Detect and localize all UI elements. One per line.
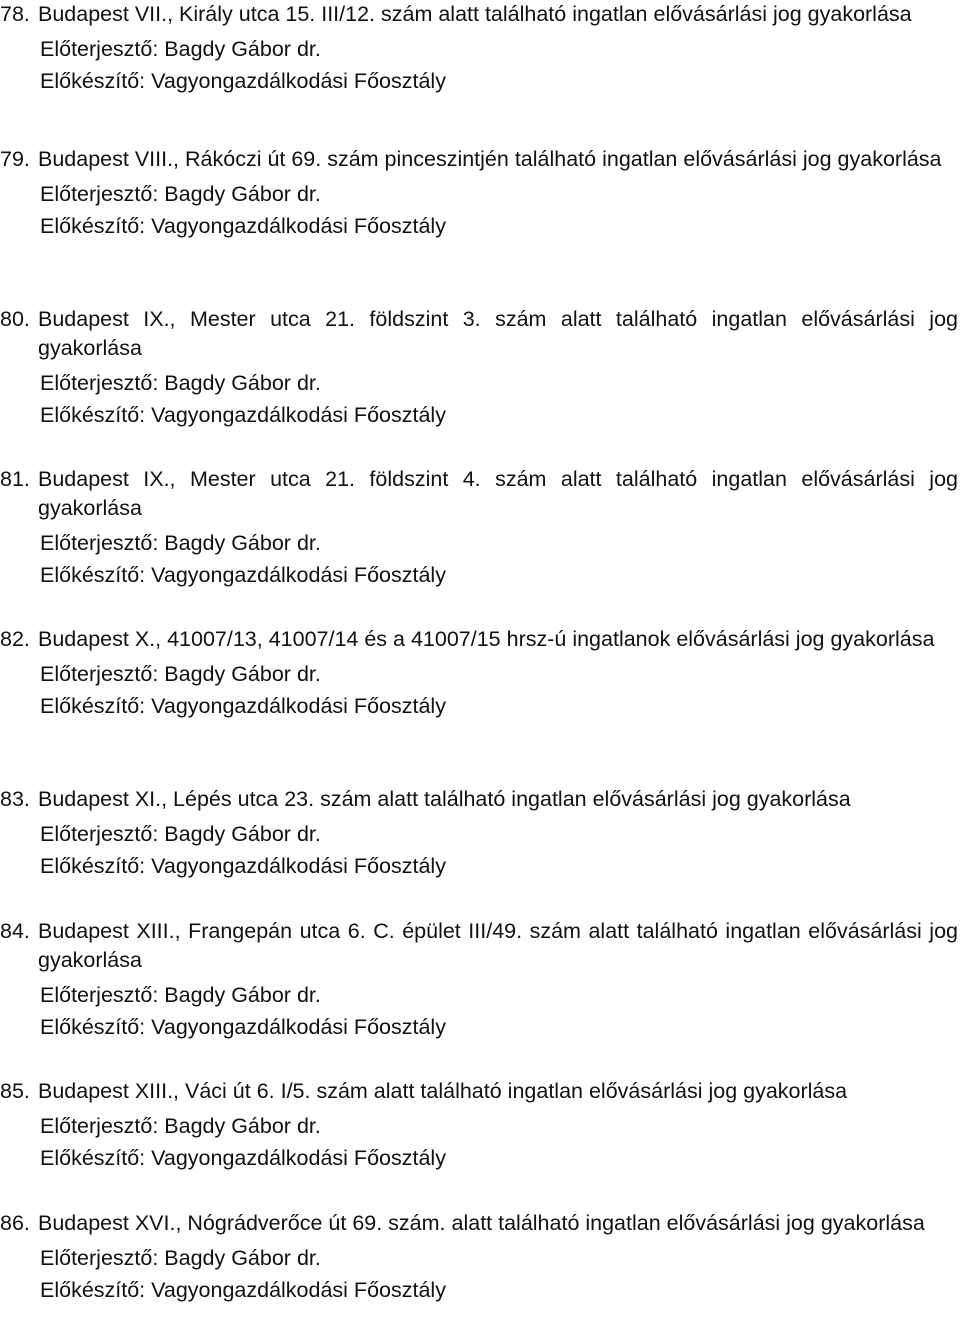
agenda-item-preparer: Előkészítő: Vagyongazdálkodási Főosztály	[40, 563, 446, 587]
agenda-item-presenter: Előterjesztő: Bagdy Gábor dr.	[40, 182, 321, 206]
agenda-item-presenter: Előterjesztő: Bagdy Gábor dr.	[40, 1114, 321, 1138]
agenda-item-title: Budapest X., 41007/13, 41007/14 és a 41007/15 hrsz-ú ingatlanok elővásárlási jog gyakorlása	[38, 627, 935, 651]
agenda-item-83	[0, 785, 960, 881]
agenda-item-presenter: Előterjesztő: Bagdy Gábor dr.	[40, 37, 321, 61]
agenda-item-preparer: Előkészítő: Vagyongazdálkodási Főosztály	[40, 694, 446, 718]
agenda-item-presenter: Előterjesztő: Bagdy Gábor dr.	[40, 822, 321, 846]
agenda-item-number: 84.	[0, 919, 30, 943]
agenda-item-title: Budapest VII., Király utca 15. III/12. szám alatt található ingatlan elővásárlási jog gyakorlása	[38, 2, 912, 26]
agenda-item-presenter: Előterjesztő: Bagdy Gábor dr.	[40, 531, 321, 555]
agenda-item-presenter: Előterjesztő: Bagdy Gábor dr.	[40, 371, 321, 395]
agenda-item-number: 85.	[0, 1079, 30, 1103]
agenda-item-title-row	[0, 465, 958, 523]
agenda-item-title: Budapest XIII., Frangepán utca 6. C. épület III/49. szám alatt található ingatlan elővásárlási jog gyakorlása	[38, 919, 958, 972]
agenda-item-number: 79.	[0, 147, 30, 171]
agenda-item-preparer: Előkészítő: Vagyongazdálkodási Főosztály	[40, 854, 446, 878]
agenda-item-preparer: Előkészítő: Vagyongazdálkodási Főosztály	[40, 1146, 446, 1170]
agenda-item-title: Budapest IX., Mester utca 21. földszint 4. szám alatt található ingatlan elővásárlási jog gyakorlása	[38, 467, 958, 520]
agenda-item-preparer: Előkészítő: Vagyongazdálkodási Főosztály	[40, 1015, 446, 1039]
agenda-item-82	[0, 625, 960, 721]
agenda-item-85	[0, 1077, 960, 1173]
agenda-item-preparer: Előkészítő: Vagyongazdálkodási Főosztály	[40, 214, 446, 238]
agenda-item-title-row	[0, 625, 958, 654]
agenda-item-title: Budapest XVI., Nógrádverőce út 69. szám. alatt található ingatlan elővásárlási jog gyakorlása	[38, 1211, 925, 1235]
agenda-item-number: 82.	[0, 627, 30, 651]
agenda-item-preparer: Előkészítő: Vagyongazdálkodási Főosztály	[40, 403, 446, 427]
agenda-item-number: 83.	[0, 787, 30, 811]
agenda-item-title-row	[0, 145, 958, 174]
agenda-item-number: 78.	[0, 2, 30, 26]
agenda-item-title-row	[0, 917, 958, 975]
agenda-item-80	[0, 305, 960, 430]
agenda-item-number: 81.	[0, 467, 30, 491]
agenda-item-title: Budapest IX., Mester utca 21. földszint 3. szám alatt található ingatlan elővásárlási jog gyakorlása	[38, 307, 958, 360]
agenda-item-title: Budapest VIII., Rákóczi út 69. szám pinceszintjén található ingatlan elővásárlási jog gyakorlása	[38, 147, 942, 171]
agenda-item-78	[0, 0, 960, 96]
agenda-item-number: 80.	[0, 307, 30, 331]
agenda-item-title: Budapest XIII., Váci út 6. I/5. szám alatt található ingatlan elővásárlási jog gyakorlása	[38, 1079, 848, 1103]
agenda-item-79	[0, 145, 960, 241]
agenda-item-presenter: Előterjesztő: Bagdy Gábor dr.	[40, 1246, 321, 1270]
agenda-item-86	[0, 1209, 960, 1305]
agenda-item-title-row	[0, 0, 958, 29]
agenda-item-title-row	[0, 1077, 958, 1106]
agenda-item-title-row	[0, 305, 958, 363]
agenda-item-number: 86.	[0, 1211, 30, 1235]
agenda-item-preparer: Előkészítő: Vagyongazdálkodási Főosztály	[40, 1278, 446, 1302]
agenda-item-presenter: Előterjesztő: Bagdy Gábor dr.	[40, 983, 321, 1007]
agenda-item-title-row	[0, 785, 958, 814]
agenda-item-title: Budapest XI., Lépés utca 23. szám alatt található ingatlan elővásárlási jog gyakorlása	[38, 787, 851, 811]
agenda-item-84	[0, 917, 960, 1042]
agenda-item-81	[0, 465, 960, 590]
agenda-item-presenter: Előterjesztő: Bagdy Gábor dr.	[40, 662, 321, 686]
agenda-item-title-row	[0, 1209, 958, 1238]
agenda-item-preparer: Előkészítő: Vagyongazdálkodási Főosztály	[40, 69, 446, 93]
